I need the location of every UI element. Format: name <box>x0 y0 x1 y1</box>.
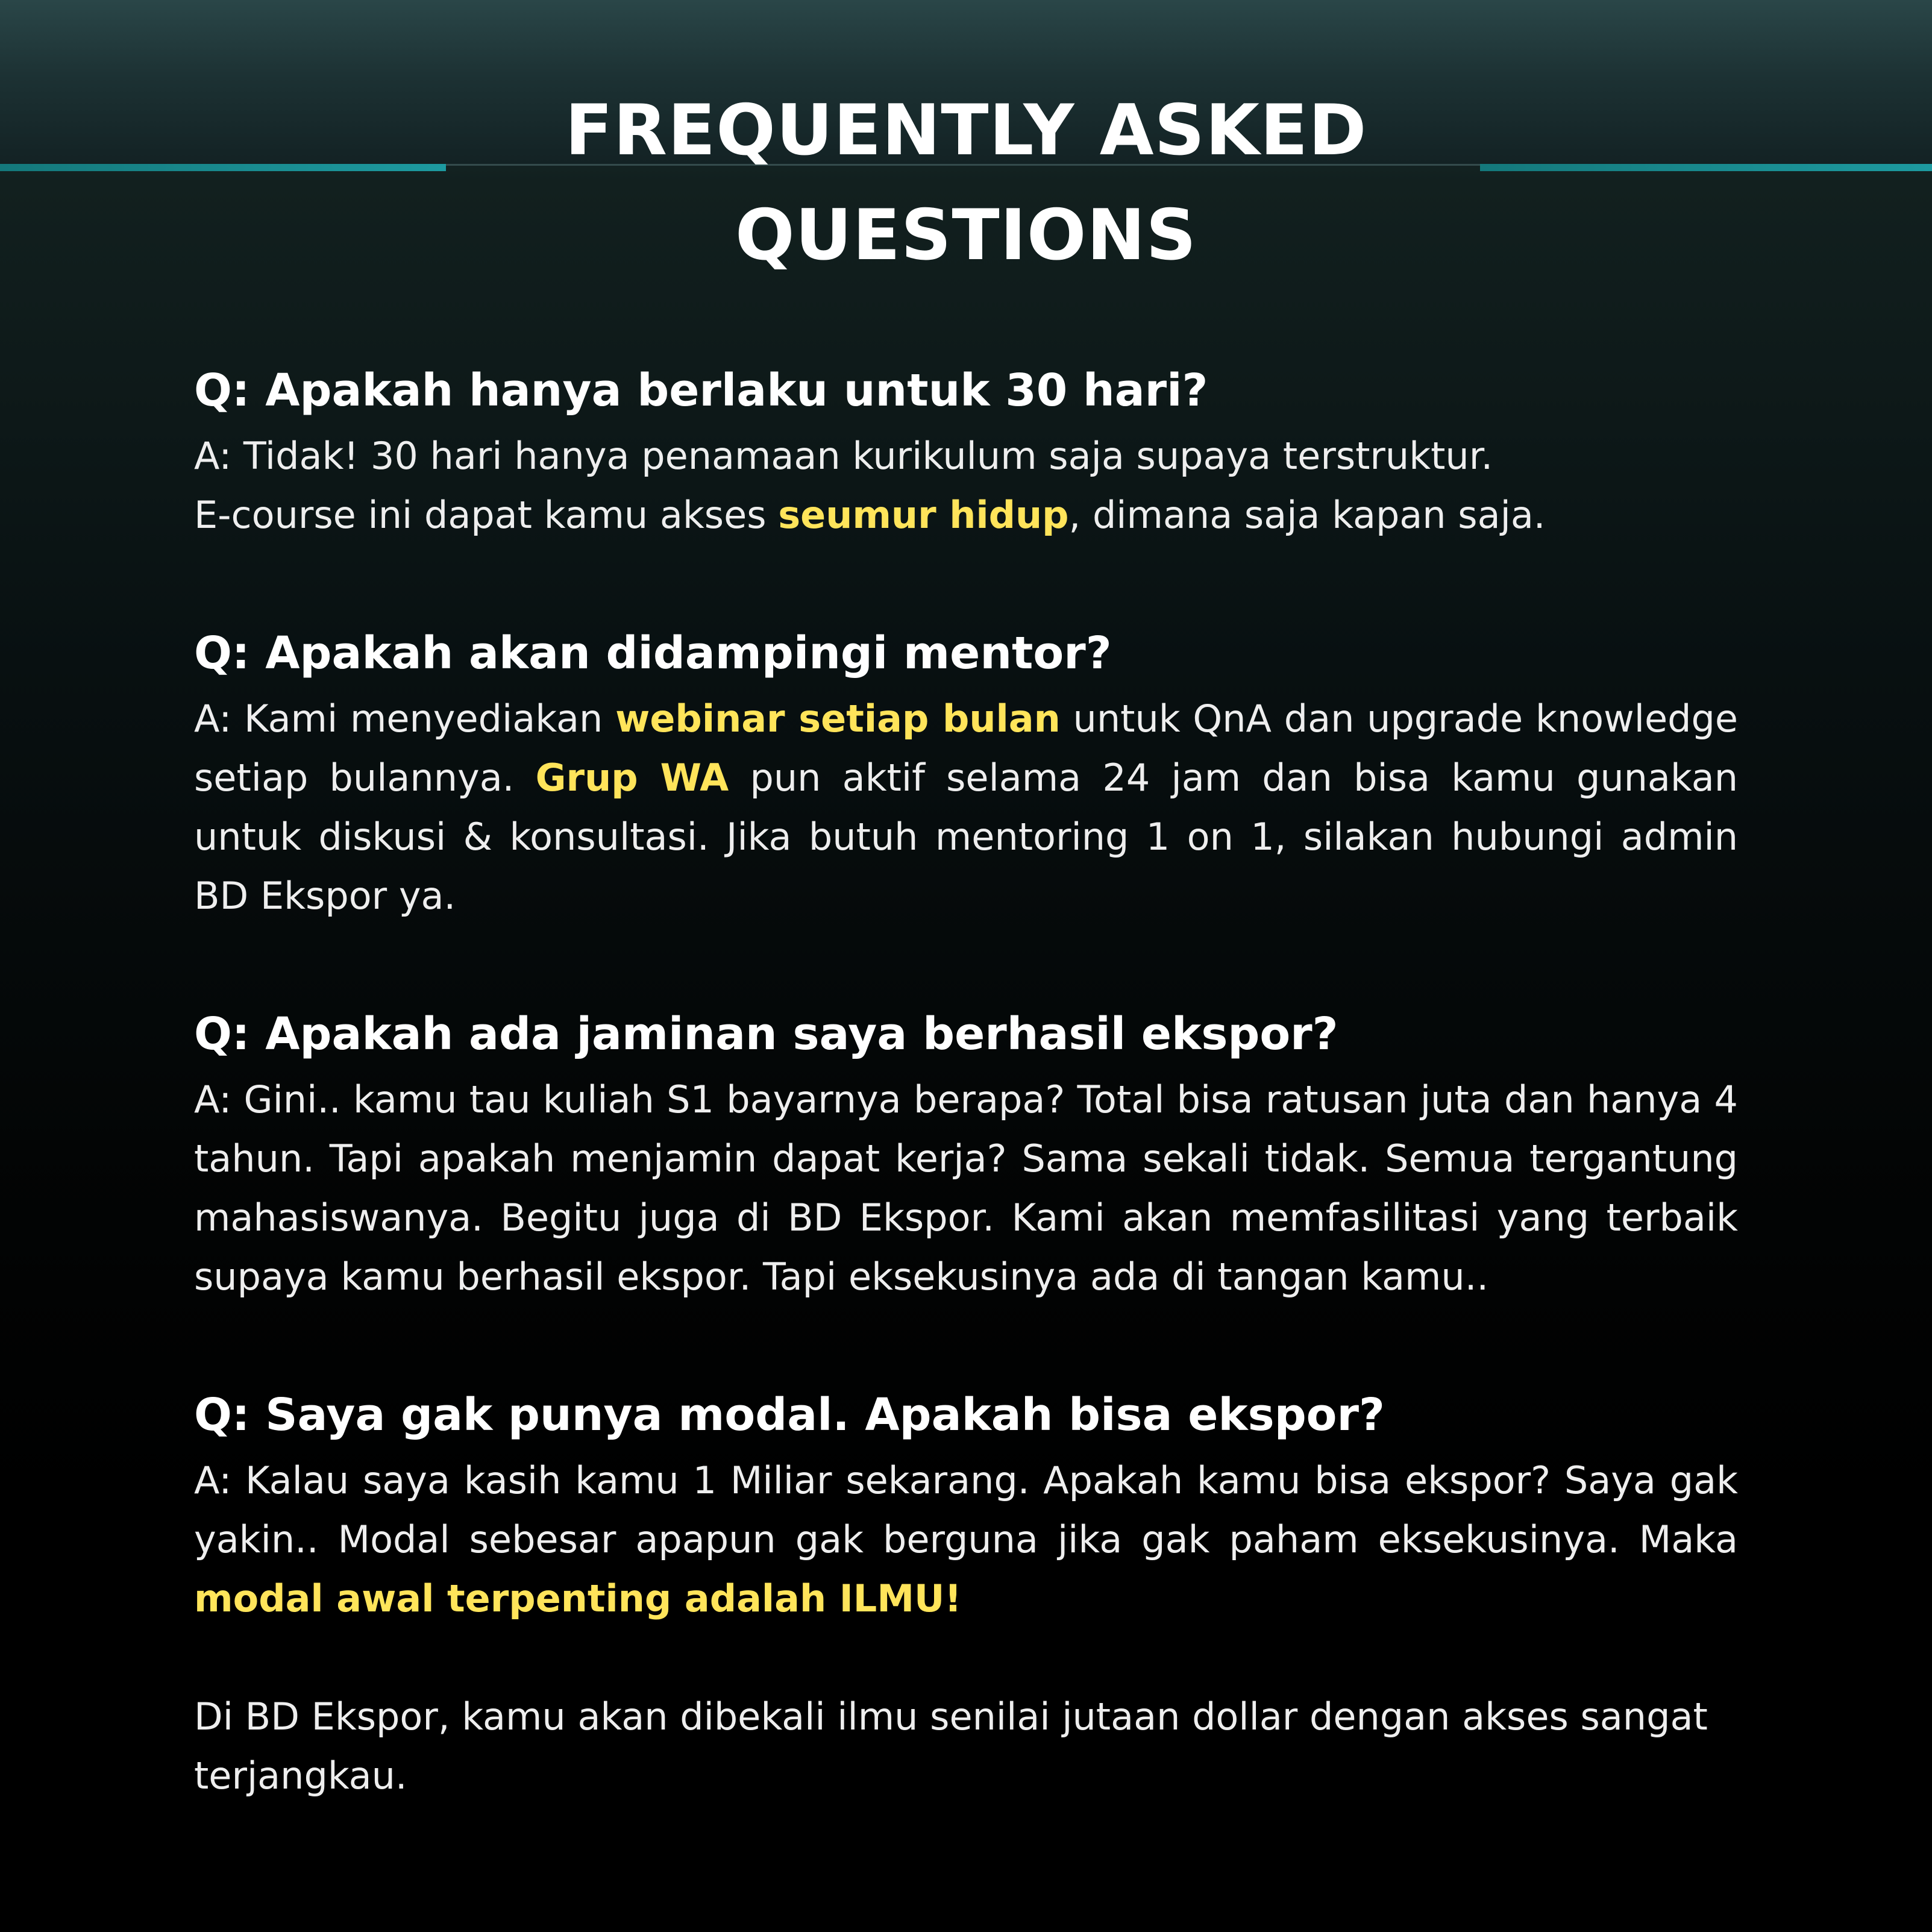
highlight-webinar: webinar setiap bulan <box>615 697 1061 741</box>
faq-answer-2-text-2: untuk QnA dan upgrade knowledge setiap bulannya. <box>194 697 1738 800</box>
faq-list <box>194 354 1738 1843</box>
faq-question-1: Q: Apakah hanya berlaku untuk 30 hari? <box>194 365 1208 416</box>
highlight-modal-awal: modal awal terpenting adalah ILMU! <box>194 1576 962 1620</box>
highlight-seumur-hidup: seumur hidup <box>778 493 1069 537</box>
closing-text: Di BD Ekspor, kamu akan dibekali ilmu senilai jutaan dollar dengan akses sangat terjangkau. <box>194 1695 1708 1798</box>
faq-answer-2 <box>194 689 1738 926</box>
faq-answer-1-line-2 <box>194 486 1738 545</box>
page-title <box>446 78 1486 288</box>
faq-answer-1-text-3: , dimana saja kapan saja. <box>1068 493 1546 537</box>
left-accent-rule <box>0 164 446 171</box>
faq-answer-1 <box>194 427 1738 545</box>
faq-question-2: Q: Apakah akan didampingi mentor? <box>194 627 1112 679</box>
faq-answer-1-text-2: E-course ini dapat kamu akses <box>194 493 779 537</box>
faq-answer-2-text-3: pun aktif selama 24 jam dan bisa kamu gunakan untuk diskusi & konsultasi. Jika butuh mentoring 1 on 1, silakan hubungi admin BD Ekspor ya. <box>194 756 1739 918</box>
faq-item-2 <box>194 617 1738 926</box>
title-line-1: FREQUENTLY ASKED <box>565 90 1367 171</box>
faq-item-3 <box>194 998 1738 1306</box>
faq-item-4 <box>194 1379 1738 1628</box>
faq-spacer <box>194 926 1738 998</box>
faq-item-1 <box>194 354 1738 545</box>
faq-spacer <box>194 1306 1738 1379</box>
faq-spacer <box>194 545 1738 617</box>
title-line-2: QUESTIONS <box>735 195 1197 276</box>
faq-question-4: Q: Saya gak punya modal. Apakah bisa ekspor? <box>194 1389 1385 1441</box>
faq-answer-4 <box>194 1451 1738 1628</box>
faq-answer-2-text-1: A: Kami menyediakan <box>194 697 616 741</box>
faq-question-3: Q: Apakah ada jaminan saya berhasil ekspor? <box>194 1008 1338 1060</box>
faq-answer-4-text-1: A: Kalau saya kasih kamu 1 Miliar sekarang. Apakah kamu bisa ekspor? Saya gak yakin.. Modal sebesar apapun gak berguna jika gak paham eksekusinya. Maka <box>194 1458 1738 1561</box>
faq-answer-3: A: Gini.. kamu tau kuliah S1 bayarnya berapa? Total bisa ratusan juta dan hanya 4 tahun. Tapi apakah menjamin dapat kerja? Sama sekali tidak. Semua tergantung mahasiswanya. Begitu juga di BD Ekspor. Kami akan memfasilitasi yang terbaik supaya kamu berhasil ekspor. Tapi eksekusinya ada di tangan kamu.. <box>194 1077 1738 1299</box>
highlight-grup-wa: Grup WA <box>535 756 729 800</box>
right-accent-rule <box>1480 164 1932 171</box>
faq-answer-1-line-1: A: Tidak! 30 hari hanya penamaan kurikulum saja supaya terstruktur. <box>194 434 1493 478</box>
